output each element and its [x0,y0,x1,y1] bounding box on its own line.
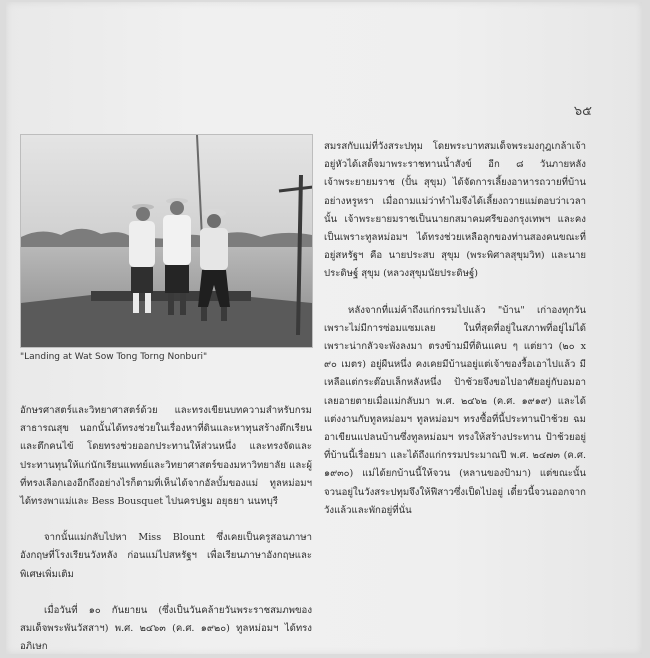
paragraph: อักษรศาสตร์และวิทยาศาสตร์ด้วย และทรงเขียนบทความสำหรับกรมสาธารณสุข นอกนั้นได้ทรงช่วยในเรื่องหาที่ดินและหาทุนสร้างตึกเรียนและตึกคนไข้ โดยทรงช่วยออกประทานให้ส่วนหนึ่ง และทรงจัดและประทานทุนให้แก่นักเรียนแพทย์และวิทยาศาสตร์ของมหาวิทยาลัย และผู้ที่ทรงเลือกเองอีกถึงอย่างไรก็ตามที่เห็นได้จากอัลบั้มของแม่ ทูลหม่อมฯ ได้ทรงพาแม่และ Bess Bousquet ไปนครปฐม อยุธยา นนทบุรี [20,405,312,508]
book-page [6,2,642,654]
paragraph: สมรสกับแม่ที่วังสระปทุม โดยพระบาทสมเด็จพระมงกุฎเกล้าเจ้าอยู่หัวได้เสด็จมาพระราชทานน้ำสังข์ อีก ๘ วันภายหลังเจ้าพระยายมราช (ปั้น สุขุม) ได้จัดการเลี้ยงอาหารถวายที่บ้านอย่างหรูหรา เมื่อถามแม่ว่าทำไมจึงได้เลี้ยงถวายแม่ตอบว่าเวลานั้น เจ้าพระยายมราชเป็นนายกสมาคมศรีของกรุงเทพฯ และคงเป็นเพราะทูลหม่อมฯ ได้ทรงช่วยเหลือลูกของท่านสองคนขณะที่อยู่สหรัฐฯ คือ นายประสบ สุขุม (พระพิศาลสุขุมวิท) และนายประดิษฐ์ สุขุม (หลวงสุขุมนัยประดิษฐ์) [324,141,586,280]
historical-photo [20,134,313,348]
page-number: ๖๕ [573,104,592,119]
photo-caption: "Landing at Wat Sow Tong Torng Nonburi" [20,352,208,362]
paragraph: เมื่อวันที่ ๑๐ กันยายน (ซึ่งเป็นวันคล้ายวันพระราชสมภพของสมเด็จพระพันวัสสาฯ) พ.ศ. ๒๔๖๓ (ค.ศ. ๑๙๒๐) ทูลหม่อมฯ ได้ทรงอภิเษก [20,604,312,653]
paragraph: จากนั้นแม่กลับไปหา Miss Blount ซึ่งเคยเป็นครูสอนภาษาอังกฤษที่โรงเรียนวังหลัง ก่อนแม่ไปสหรัฐฯ เพื่อเรียนภาษาอังกฤษและพิเศษเพิ่มเติม [20,532,312,580]
right-text-column [324,138,586,520]
paragraph: หลังจากที่แม่ค้าถึงแก่กรรมไปแล้ว "บ้าน" เก่าองทุกวันเพราะไม่มีการซ่อมแซมเลย ในที่สุดที่อยู่ในสภาพที่อยู่ไม่ได้ เพราะน่ากลัวจะพังลงมา ตรงข้ามมีที่ดินแคบ ๆ แต่ยาว (๒๐ x ๙๐ เมตร) อยู่ผืนหนึ่ง คงเคยมีบ้านอยู่แต่เจ้าของรื้อเอาไปแล้ว มีเหลือแต่กระต๊อบเล็กหลังหนึ่ง ป้าช้วยจึงขอไปอาศัยอยู่กับอมอาเลยอายตายเมื่อแม่กลับมา พ.ศ. ๒๔๖๒ (ค.ศ. ๑๙๑๙) และได้แต่งงานกับทูลหม่อมฯ ทูลหม่อมฯ ทรงซื้อที่นี้ประทานป้าช้วย ฉมอาเขียนแปลนบ้านซึ่งทูลหม่อมฯ ทรงให้สร้างประทาน ป้าช้วยอยู่ที่บ้านนี้เรื่อยมา และได้ถึงแก่กรรมประมาณปี พ.ศ. ๒๔๗๓ (ค.ศ. ๑๙๓๐) แม่ได้ยกบ้านนี้ให้จวน (หลานของป้ามา) แต่ขณะนั้นจวนอยู่ในวังสระปทุมจึงให้ฟีสาวซึ่งเป็ดไปอยู่ เดี๋ยวนี้จวนออกจากวังแล้วและพักอยู่ที่นั่น [324,304,586,516]
left-text-column [20,402,312,656]
boat-deck [21,295,312,347]
